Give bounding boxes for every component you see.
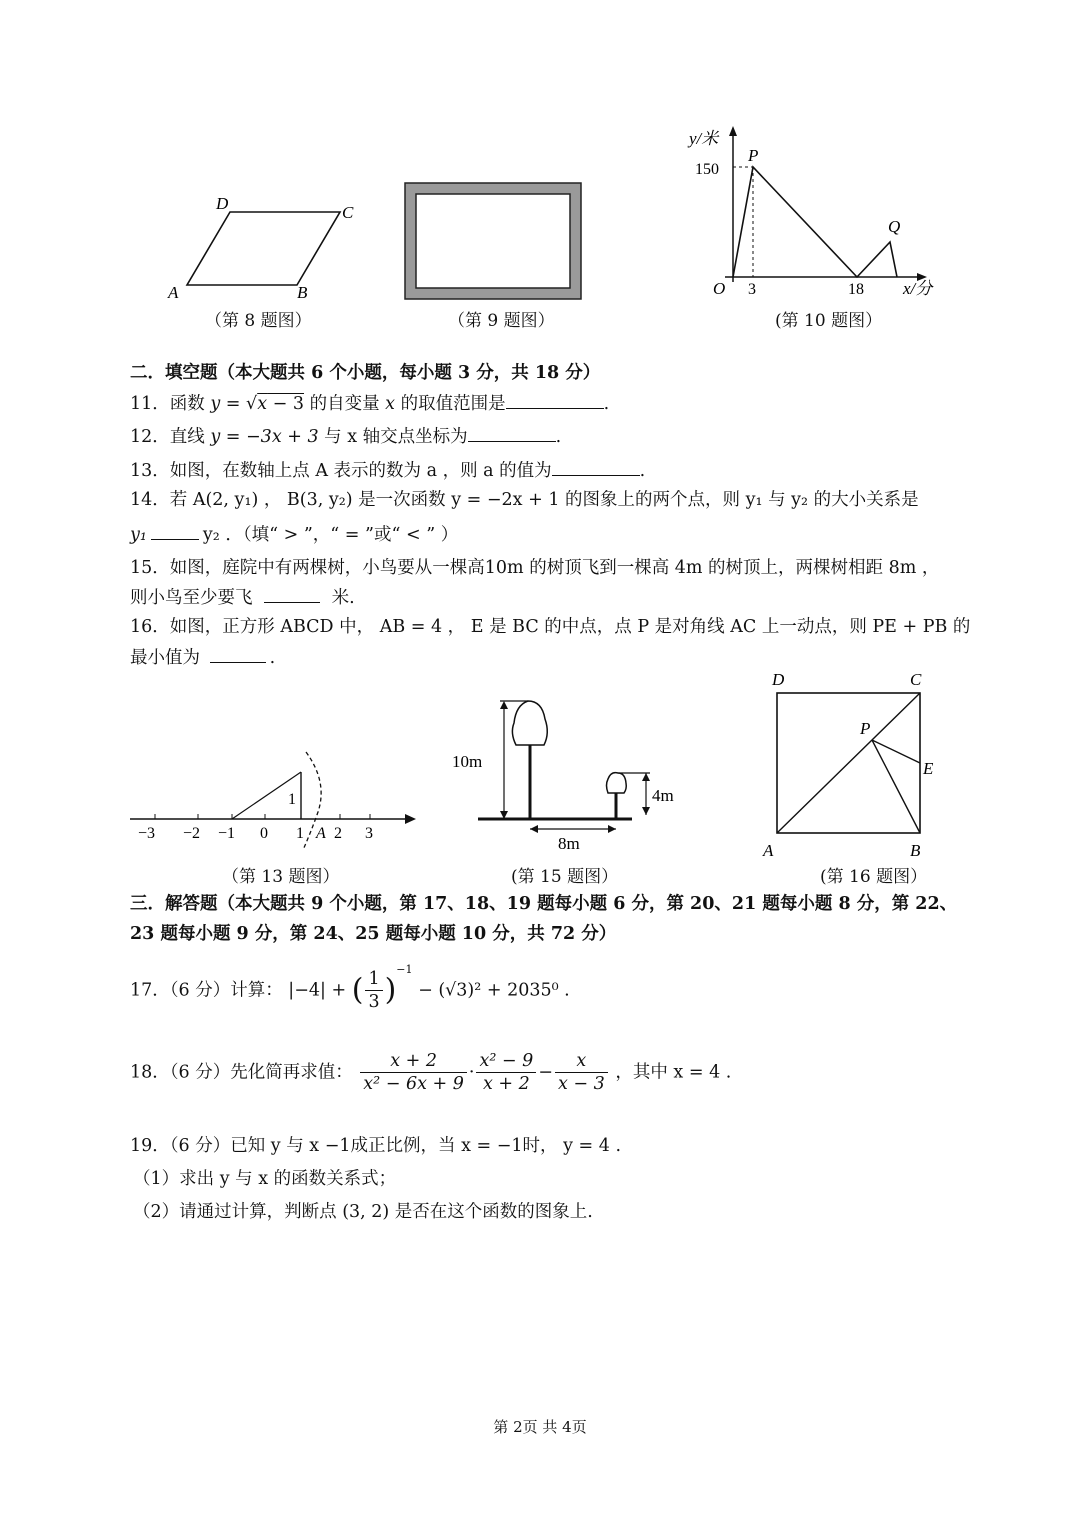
q18-f2-denominator: x + 2 (482, 1074, 530, 1094)
graph-line (733, 167, 897, 277)
label-A: A (763, 841, 774, 860)
question-14-line-1: 14．若 A(2, y₁) ， B(3, y₂) 是一次函数 y = −2x + 1 的图象上的两个点，则 y₁ 与 y₂ 的大小关系是 (130, 490, 919, 510)
origin-label: O (713, 279, 726, 298)
question-14-line-2 (130, 522, 458, 547)
label-B: B (910, 841, 921, 860)
section-3-heading-1: 三．解答题（本大题共 9 个小题，第 17、18、19 题每小题 6 分，第 20、21 题每小题 8 分，第 22、 (130, 894, 958, 914)
q18-minus: − (538, 1062, 553, 1083)
q17-frac-denominator: 3 (368, 992, 380, 1012)
q13-answer-blank[interactable] (552, 458, 640, 476)
q14-y2: y₂ ．（填“ > ”，“ = ”或“ < ” ） (202, 525, 459, 545)
q16-pre: 最小值为 (130, 648, 206, 668)
figure-8-parallelogram (160, 185, 380, 310)
number-line-arrow (405, 814, 416, 824)
q18-f2-numerator: x² − 9 (476, 1050, 536, 1073)
tick-label-0: 0 (260, 825, 268, 842)
label-P: P (860, 719, 871, 738)
tall-dimension-arrow-up (500, 701, 508, 709)
q14-y1: y₁ (130, 525, 147, 545)
distance-arrow-right (608, 825, 616, 833)
tall-tree-crown (512, 701, 547, 745)
q17-exponent: −1 (396, 963, 413, 976)
q18-f1-denominator: x² − 6x + 9 (363, 1074, 464, 1094)
question-12 (130, 424, 561, 449)
q17-plus: + (331, 980, 347, 1001)
segment-PE (872, 740, 920, 763)
tall-tree-height-label: 10m (452, 752, 483, 771)
q17-rest: − (√3)² + 2035⁰ . (418, 980, 570, 1001)
figure-10-graph (685, 122, 950, 307)
label-C: C (910, 670, 922, 689)
label-D: D (216, 194, 229, 213)
figure-13-number-line (128, 752, 423, 852)
label-D: D (772, 670, 785, 689)
label-A: A (168, 283, 179, 302)
q11-post: 的取值范围是 (395, 394, 506, 414)
q18-f1-numerator: x + 2 (360, 1050, 467, 1073)
parallelogram-shape (187, 212, 340, 285)
q18-pre: 18．（6 分）先化简再求值： (130, 1062, 353, 1083)
q11-pre: 11．函数 (130, 394, 211, 414)
segment-PB (872, 740, 920, 833)
q17-frac-numerator: 1 (365, 968, 382, 991)
section-3-heading-2: 23 题每小题 9 分，第 24、25 题每小题 10 分，共 72 分） (130, 924, 617, 944)
y-axis-arrow (729, 126, 737, 136)
figure-15-caption: (第 15 题图） (511, 867, 619, 887)
q15-post: 米. (326, 588, 355, 608)
figure-9-frame (403, 181, 583, 301)
tick-label-1: 1 (296, 825, 304, 842)
q11-mid: 的自变量 (304, 394, 386, 414)
tick-label-minus-1: −1 (218, 825, 236, 842)
q15-pre: 则小鸟至少要飞 (130, 588, 259, 608)
question-19-line-3: （2）请通过计算，判断点 (3, 2) 是否在这个函数的图象上. (133, 1202, 593, 1222)
x-tick-3: 3 (748, 281, 756, 298)
q11-answer-blank[interactable] (506, 391, 604, 409)
q17-abs: |−4| (288, 980, 326, 1001)
short-dimension-arrow-up (642, 773, 650, 781)
figure-8-caption: （第 8 题图） (205, 311, 312, 331)
q17-pre: 17．（6 分）计算： (130, 980, 283, 1001)
q18-post: ，其中 x = 4 . (615, 1062, 732, 1083)
q18-dot: · (468, 1062, 475, 1083)
q13-text: 13．如图，在数轴上点 A 表示的数为 a ，则 a 的值为 (130, 461, 552, 481)
question-17: 17．（6 分）计算： |−4| + ( $\frac{1}{3}$ )$^{-1}$ − (√3)² + 2035⁰ . (130, 963, 570, 1012)
q12-equation: y = −3x + 3 (210, 427, 319, 447)
label-E: E (923, 759, 934, 778)
label-B: B (297, 283, 308, 302)
point-P-label: P (748, 146, 759, 165)
q12-end: . (555, 427, 562, 447)
q12-pre: 12．直线 (130, 427, 211, 447)
tick-label-minus-2: −2 (183, 825, 201, 842)
tick-label-2: 2 (334, 825, 342, 842)
q15-answer-blank[interactable] (264, 585, 320, 603)
label-C: C (342, 203, 354, 222)
short-tree-crown (607, 773, 627, 793)
question-15-line-1: 15．如图，庭院中有两棵树，小鸟要从一棵高10m 的树顶飞到一棵高 4m 的树顶上，两棵树相距 8m ， (130, 558, 940, 578)
question-19-line-2: （1）求出 y 与 x 的函数关系式； (133, 1169, 397, 1189)
page-footer: 第 2页 共 4页 (493, 1418, 587, 1436)
q16-post: . (269, 648, 276, 668)
point-Q-label: Q (888, 217, 901, 236)
diagonal-AC (777, 693, 920, 833)
tick-label-minus-3: −3 (138, 825, 156, 842)
q13-end: . (639, 461, 646, 481)
figure-9-caption: （第 9 题图） (448, 311, 555, 331)
figure-10-caption: (第 10 题图） (775, 311, 883, 331)
question-18 (130, 1050, 731, 1105)
distance-label: 8m (558, 834, 580, 853)
short-dimension-arrow-down (642, 807, 650, 815)
question-16-line-2 (130, 645, 275, 670)
y-axis-label: y/米 (689, 129, 719, 148)
question-16-line-1: 16．如图，正方形 ABCD 中， AB = 4 ， E 是 BC 的中点，点 P 是对角线 AC 上一动点，则 PE + PB 的 (130, 617, 971, 637)
frame-inner (416, 194, 570, 288)
x-tick-18: 18 (848, 281, 864, 298)
q11-end: . (603, 394, 610, 414)
q18-f3-denominator: x − 3 (557, 1074, 605, 1094)
tick-label-3: 3 (365, 825, 373, 842)
q12-post: 与 x 轴交点坐标为 (318, 427, 468, 447)
section-2-heading: 二．填空题（本大题共 6 个小题，每小题 3 分，共 18 分） (130, 363, 601, 383)
distance-arrow-left (530, 825, 538, 833)
q12-answer-blank[interactable] (468, 424, 556, 442)
figure-13-caption: （第 13 题图） (222, 867, 340, 887)
question-15-line-2 (130, 585, 355, 610)
question-11: 11．函数 y = √x − 3 的自变量 x 的取值范围是 . (130, 391, 609, 416)
x-axis-label: x/分 (903, 279, 933, 298)
unit-label-1: 1 (288, 791, 296, 808)
y-tick-150: 150 (695, 161, 719, 178)
q18-f3-numerator: x (555, 1050, 608, 1073)
figure-16-square (760, 668, 945, 860)
q16-answer-blank[interactable] (210, 645, 266, 663)
question-19-line-1: 19．（6 分）已知 y 与 x −1成正比例，当 x = −1时， y = 4 . (130, 1136, 622, 1156)
figure-15-trees (450, 695, 695, 855)
short-tree-height-label: 4m (652, 786, 674, 805)
question-13 (130, 458, 645, 483)
q14-answer-blank[interactable] (151, 522, 199, 540)
figure-16-caption: (第 16 题图） (820, 867, 928, 887)
point-A-label: A (316, 825, 326, 842)
